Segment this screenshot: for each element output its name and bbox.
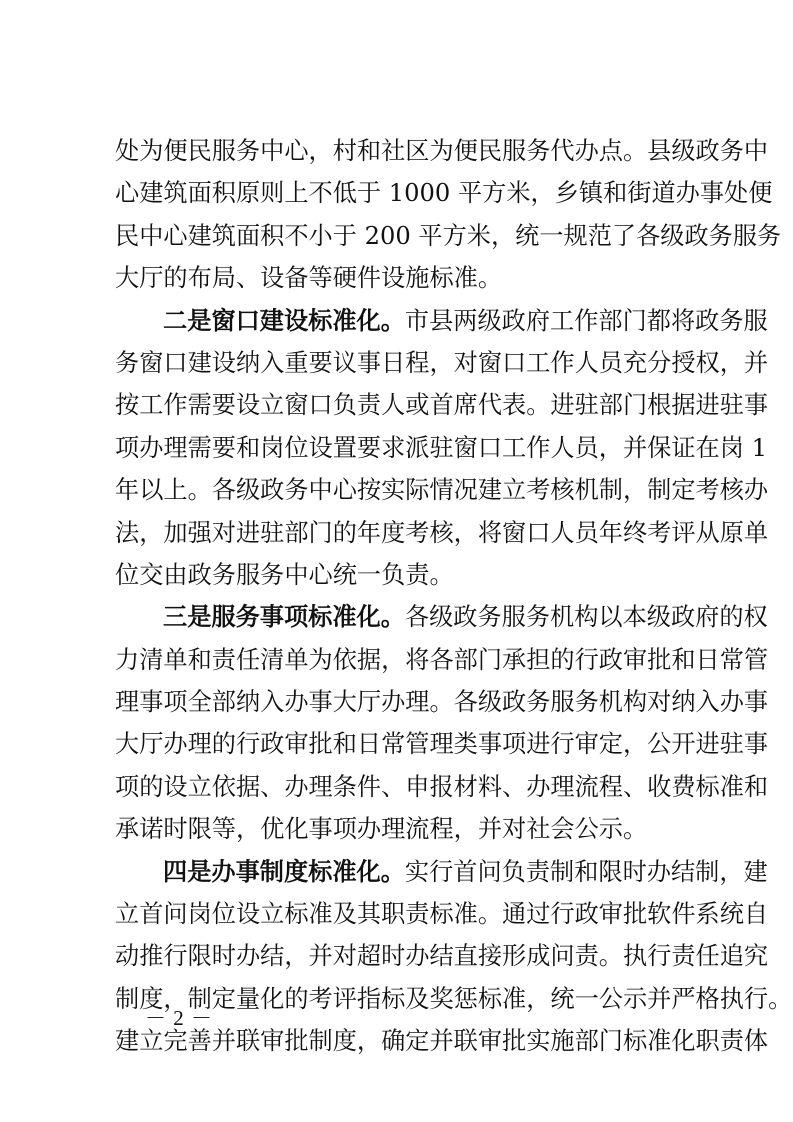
paragraph-first-line <box>115 596 768 638</box>
text-line: 力清单和责任清单为依据，将各部门承担的行政审批和日常管 <box>115 645 769 674</box>
text-line: 按工作需要设立窗口负责人或首席代表。进驻部门根据进驻事 <box>115 391 769 420</box>
text-line: 年以上。各级政务中心按实际情况建立考核机制，制定考核办 <box>115 476 769 505</box>
text-line: 务窗口建设纳入重要议事日程，对窗口工作人员充分授权，并 <box>115 348 769 377</box>
text-line: 大厅的布局、设备等硬件设施标准。 <box>115 264 503 293</box>
paragraph-first-line <box>115 851 768 893</box>
text-line: 项办理需要和岗位设置要求派驻窗口工作人员，并保证在岗 1 <box>115 433 767 462</box>
section-heading: 三是服务事项标准化。 <box>163 603 405 632</box>
text-line: 民中心建筑面积不小于 200 平方米，统一规范了各级政务服务 <box>115 221 782 250</box>
text-line: 承诺时限等，优化事项办理流程，并对社会公示。 <box>115 815 648 844</box>
text-run: 各级政务服务机构以本级政府的权 <box>404 603 768 632</box>
text-line: 制度，制定量化的考评指标及奖惩标准，统一公示并严格执行。 <box>115 984 793 1013</box>
text-line: 大厅办理的行政审批和日常管理类事项进行审定，公开进驻事 <box>115 730 769 759</box>
section-heading: 二是窗口建设标准化。 <box>163 306 405 335</box>
text-line: 理事项全部纳入办事大厅办理。各级政务服务机构对纳入办事 <box>115 688 769 717</box>
text-line: 位交由政务服务中心统一负责。 <box>115 560 454 589</box>
paragraph-first-line <box>115 300 768 342</box>
text-line: 项的设立依据、办理条件、申报材料、办理流程、收费标准和 <box>115 772 769 801</box>
text-line: 处为便民服务中心，村和社区为便民服务代办点。县级政务中 <box>115 137 769 165</box>
text-run: 市县两级政府工作部门都将政务服 <box>404 306 768 335</box>
section-heading: 四是办事制度标准化。 <box>163 857 405 886</box>
text-line: 建立完善并联审批制度，确定并联审批实施部门标准化职责体 <box>115 1027 769 1056</box>
text-line: 法，加强对进驻部门的年度考核，将窗口人员年终考评从原单 <box>115 518 769 547</box>
text-line: 动推行限时办结，并对超时办结直接形成问责。执行责任追究 <box>115 942 769 971</box>
text-run: 实行首问负责制和限时办结制，建 <box>404 857 768 886</box>
text-line: 立首问岗位设立标准及其职责标准。通过行政审批软件系统自 <box>115 900 769 929</box>
text-line: 心建筑面积原则上不低于 1000 平方米，乡镇和街道办事处便 <box>115 179 773 208</box>
body-text <box>115 130 793 1063</box>
page-number: － 2 － <box>145 1006 213 1030</box>
